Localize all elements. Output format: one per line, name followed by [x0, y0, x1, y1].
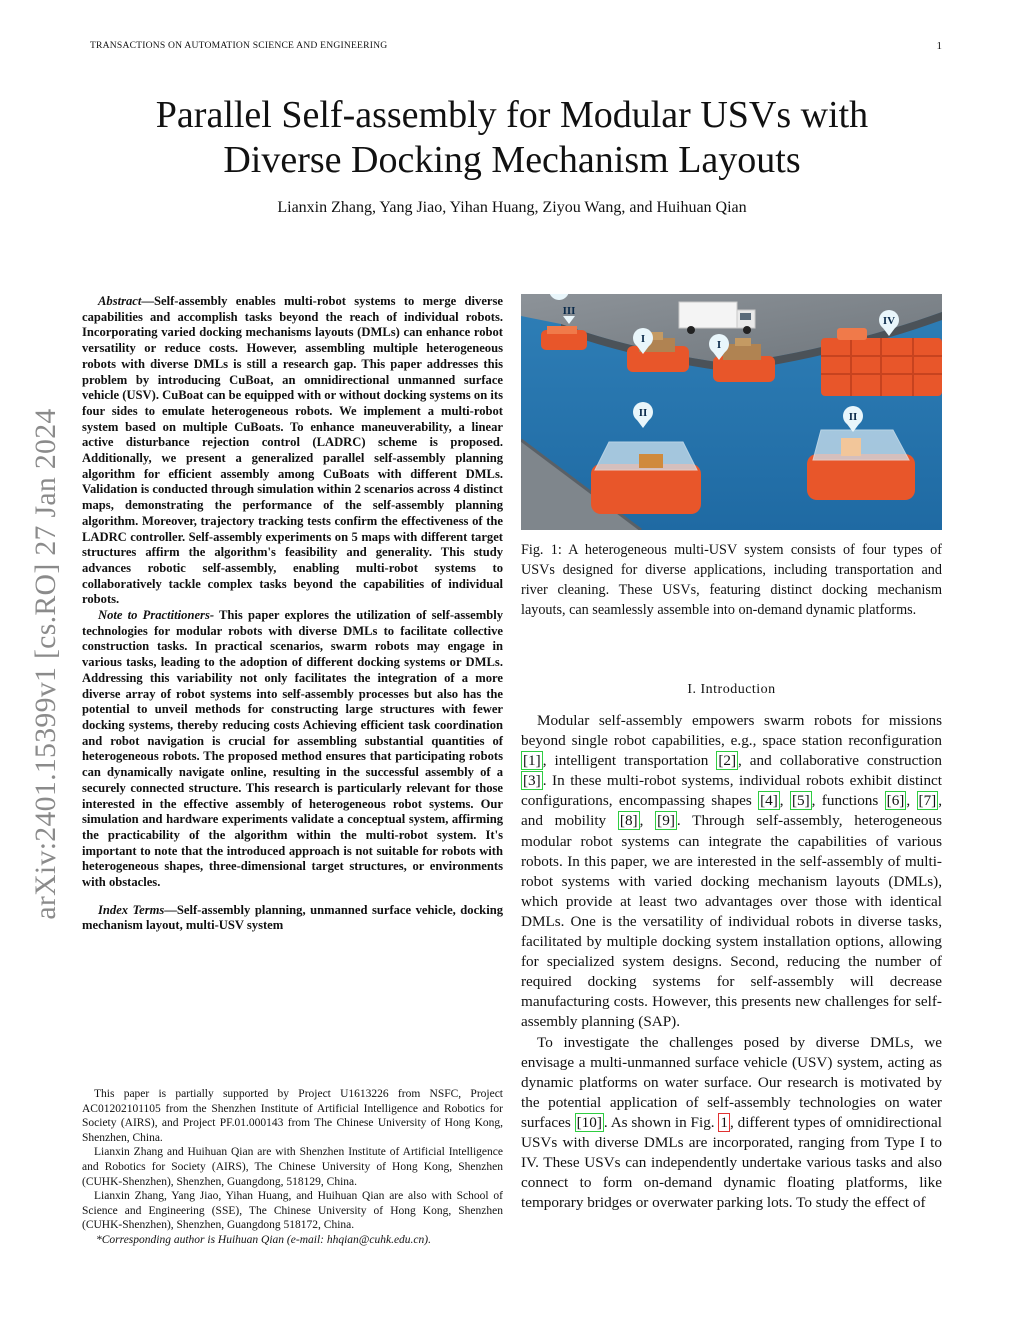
- usv-type-iv-platform: [821, 328, 942, 396]
- index-terms-text: —Self-assembly planning, unmanned surface vehicle, docking mechanism layout, multi-USV system: [82, 902, 503, 933]
- svg-text:I: I: [716, 339, 722, 351]
- left-column: [82, 294, 503, 934]
- citation-link[interactable]: [5]: [791, 792, 810, 810]
- arxiv-stamp: [22, 358, 70, 970]
- citation-link[interactable]: [4]: [760, 792, 778, 810]
- intro-paragraph-2: To investigate the challenges posed by diverse DMLs, we envisage a multi-unmanned surface vehicle (USV) system, acting as dynamic platforms on water surface. Our research is motivated by the potential application of self-assembly technologies on water surfaces [10] . As shown in Fig. 1 , different types of omnidirectional USVs with diverse DMLs are incorporated, ranging from Type I to IV. These USVs can independently undertake various tasks and also connect to form on-demand dynamic floating platforms, like temporary bridges or overwater parking lots. To study the effect of: [521, 1033, 942, 1212]
- note-text: This paper explores the utilization of self-assembly technologies for modular robots with diverse DMLs to facilitate collective construction tasks. In practical scenarios, swarm robots may engage in various tasks, leading to the adoption of different docking systems or DMLs. Addressing this variability not only facilitates the integration of a more diverse array of robot systems into self-assembly processes but also has the potential to unveil methods for constructing large structures with fewer docking systems, thereby reducing costs Achieving efficient task coordination and robot navigation is crucial for assembling substantial quantities of heterogeneous robots. The proposed method ensures that participating robots can dynamically navigate online, resulting in the successful assembly of a securely connected structure. This research is particularly relevant for those interested in the effective assembly of heterogeneous robot systems. Our simulation and hardware experiments validate a conceptual system, affirming the practicability of the algorithm within the multi-robot system. It's important to note that the introduced approach is not suitable for robots with heterogeneous shapes, three-dimensional target structures, or environments with obstacles.: [82, 608, 504, 890]
- abstract: [82, 294, 503, 608]
- citation-link[interactable]: [10]: [576, 1113, 602, 1131]
- svg-text:II: II: [638, 407, 648, 419]
- footnote-affiliation-2: Lianxin Zhang, Yang Jiao, Yihan Huang, and Huihuan Qian are also with School of Science and Engineering (SSE), The Chinese University of Hong Kong, Shenzhen (CUHK-Shenzhen), Shenzhen, Guangdong 518172, China.: [82, 1190, 503, 1232]
- intro-paragraph-1: Modular self-assembly empowers swarm robots for missions beyond single robot capabilities, e.g., space station reconfiguration [1] , intelligent transportation [2] , and collaborative construction [3] . In these multi-robot systems, individual robots exhibit distinct configurations, encompassing shapes [4] , [5] , functions [6] , [7] , and mobility [8] , [9] . Through self-assembly, heterogeneous modular robot systems can integrate the capabilities of various robots. In this paper, we are interested in the self-assembly of multi-robot systems with varied docking mechanism layouts (DMLs), which provide at least two advantages over those with identical DMLs. One is the versatility of individual robots in diverse tasks, facilitated by multiple docking system installation options, allowing for specialized system designs. Second, reducing the number of required docking systems for self-assembly will decrease manufacturing costs. However, this presents new challenges for self-assembly planning (SAP).: [521, 712, 943, 1031]
- paper-title: [60, 93, 964, 183]
- usv-type-ii-left: [591, 442, 701, 514]
- title-line-2: Diverse Docking Mechanism Layouts: [223, 139, 801, 181]
- introduction-body: [521, 711, 942, 1213]
- note-lead: Note to Practitioners-: [98, 608, 215, 623]
- svg-text:III: III: [562, 305, 576, 317]
- figure-1-caption: Fig. 1: A heterogeneous multi-USV system consists of four types of USVs designed for diverse applications, including transportation and river cleaning. These USVs, featuring distinct docking mechanism layouts, can seamlessly assemble into on-demand dynamic platforms.: [521, 542, 942, 618]
- page-number: 1: [936, 40, 942, 52]
- citation-link[interactable]: [3]: [523, 772, 541, 790]
- citation-link[interactable]: [9]: [657, 812, 675, 830]
- footnote-corresponding: *Corresponding author is Huihuan Qian (e-mail: hhqian@cuhk.edu.cn).: [96, 1233, 431, 1246]
- index-terms-lead: Index Terms: [98, 902, 165, 917]
- citation-link[interactable]: [8]: [619, 812, 638, 830]
- citation-link[interactable]: [7]: [918, 792, 937, 810]
- footnote-affiliation-1: Lianxin Zhang and Huihuan Qian are with Shenzhen Institute of Artificial Intelligence and Robotics for Society (AIRS), The Chinese University of Hong Kong, Shenzhen (CUHK-Shenzhen), Shenzhen, Guangdong, 518129, China.: [82, 1146, 503, 1188]
- footnotes: [82, 1087, 503, 1248]
- figure-link[interactable]: 1: [720, 1113, 728, 1131]
- section-heading-introduction: I. Introduction: [687, 682, 776, 697]
- running-head: TRANSACTIONS ON AUTOMATION SCIENCE AND ENGINEERING: [90, 40, 388, 51]
- svg-text:I: I: [640, 333, 646, 345]
- citation-link[interactable]: [2]: [718, 752, 737, 770]
- usv-type-ii-right: [807, 430, 915, 500]
- citation-link[interactable]: [6]: [886, 792, 905, 810]
- svg-text:II: II: [848, 411, 858, 423]
- footnote-support: This paper is partially supported by Project U1613226 from NSFC, Project AC01202101105 from the Shenzhen Institute of Artificial Intelligence and Robotics for Society (AIRS), and Project PF.01.000143 from The Chinese University of Hong Kong, Shenzhen, China.: [82, 1088, 503, 1144]
- figure-1-image: [521, 294, 942, 530]
- abstract-text: —Self-assembly enables multi-robot systems to merge diverse capabilities and accomplish tasks beyond the reach of individual robots. Incorporating varied docking mechanisms layouts (DMLs) can enhance robot versatility or reduce costs. However, assembling multiple heterogeneous robots with diverse DMLs is still a research gap. This paper addresses this problem by introducing CuBoat, an omnidirectional unmanned surface vehicle (USV). CuBoat can be equipped with or without docking systems on its four sides to emulate heterogeneous robots. We implement a multi-robot system based on multiple CuBoats. To enhance maneuverability, a linear active disturbance rejection control (LADRC) scheme is proposed. Additionally, we present a generalized parallel self-assembly planning algorithm for efficient assembly among CuBoats with different DMLs. Validation is conducted through simulation within 2 scenarios across 4 distinct maps, demonstrating the performance of the self-assembly planning algorithm. Moreover, trajectory tracking tests confirm the effectiveness of the LADRC controller. Self-assembly experiments on 5 maps with different target structures affirm the algorithm's feasibility and generality. This study advances robotic self-assembly, enabling multi-robot systems to collaboratively tackle complex tasks beyond the capabilities of individual robots.: [82, 294, 503, 607]
- arxiv-stamp-text: arXiv:2401.15399v1 [cs.RO] 27 Jan 2024: [29, 408, 62, 920]
- abstract-lead: Abstract: [98, 294, 142, 308]
- author-list: Lianxin Zhang, Yang Jiao, Yihan Huang, Ziyou Wang, and Huihuan Qian: [277, 199, 747, 216]
- title-line-1: Parallel Self-assembly for Modular USVs with: [155, 94, 869, 136]
- svg-text:IV: IV: [882, 315, 896, 327]
- index-terms: [82, 903, 503, 934]
- note-to-practitioners: [82, 608, 503, 891]
- citation-link[interactable]: [1]: [523, 752, 541, 770]
- usv-scene-illustration: [521, 294, 942, 530]
